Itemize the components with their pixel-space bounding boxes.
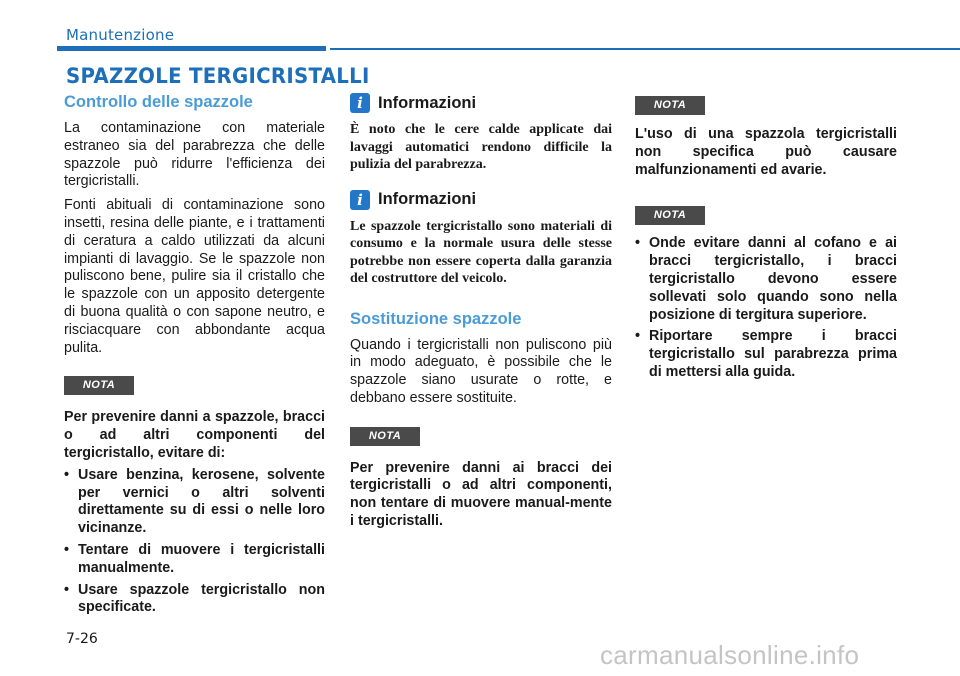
bullet-dot: • — [635, 235, 641, 252]
info-icon: i — [350, 93, 370, 113]
list-item: • Tentare di muovere i tergicristalli manualmente. — [64, 541, 325, 576]
list-item: • Usare spazzole tergicristallo non specificate. — [64, 581, 325, 616]
header-rule — [330, 48, 960, 50]
column-right — [635, 93, 897, 386]
bullet-list — [64, 467, 325, 617]
page-number: 7-26 — [66, 631, 98, 647]
nota-text: Per prevenire danni a spazzole, bracci o ad altri componenti del tergicristallo, evitare di: — [64, 409, 325, 461]
info-icon: i — [350, 190, 370, 210]
nota-badge: NOTA — [635, 96, 705, 115]
nota-badge: NOTA — [635, 206, 705, 225]
watermark: carmanualsonline.info — [600, 640, 860, 670]
info-text: È noto che le cere calde applicate dai lavaggi automatici rendono difficile la pulizia del parabrezza. — [350, 122, 612, 172]
column-middle — [350, 93, 612, 531]
paragraph: Quando i tergicristalli non puliscono più in modo adeguato, è possibile che le spazzole siano usurate o rotte, e debbano essere sostituite. — [350, 336, 612, 406]
nota-text: L'uso di una spazzola tergicristalli non specifica può causare malfunzionamenti ed avarie. — [635, 126, 897, 178]
list-item: • Riportare sempre i bracci tergicristallo sul parabrezza prima di mettersi alla guida. — [635, 328, 897, 380]
heading-controllo: Controllo delle spazzole — [64, 93, 253, 111]
nota-badge: NOTA — [64, 376, 134, 395]
bullet-dot: • — [64, 466, 70, 483]
header-bar — [57, 46, 326, 51]
nota-badge: NOTA — [350, 427, 420, 446]
nota-text: Per prevenire danni ai bracci dei tergicristalli o ad altri componenti, non tentare di muovere manual-mente i tergicristalli. — [350, 459, 612, 530]
info-header — [350, 190, 612, 210]
paragraph: La contaminazione con materiale estraneo sia del parabrezza che delle spazzole può ridurre l'efficienza dei tergicristalli. — [64, 120, 325, 190]
list-item: • Onde evitare danni al cofano e ai bracci tergicristallo, i bracci tergicristallo devono essere sollevati solo quando sono nella posizione di tergitura superiore. — [635, 235, 897, 323]
bullet-list — [635, 235, 897, 381]
info-text: Le spazzole tergicristallo sono materiali di consumo e la normale usura delle stesse potrebbe non essere coperta dalla garanzia del costruttore del veicolo. — [350, 218, 612, 286]
bullet-dot: • — [64, 581, 70, 598]
info-title: Informazioni — [378, 190, 477, 208]
chapter-title: SPAZZOLE TERGICRISTALLI — [66, 64, 370, 88]
paragraph: Fonti abituali di contaminazione sono insetti, resina delle piante, e i trattamenti di ceratura a caldo utilizzati da alcuni impianti di lavaggio. Se le spazzole non puliscono bene, pulire sia il cristallo che le spazzole con un apposito detergente di buona qualità o con sapone neutro, e risciacquare con abbondante acqua pulita. — [64, 197, 325, 356]
section-title: Manutenzione — [66, 26, 175, 44]
info-header — [350, 93, 612, 113]
bullet-dot: • — [635, 328, 641, 345]
bullet-dot: • — [64, 541, 70, 558]
heading-sostituzione: Sostituzione spazzole — [350, 309, 522, 328]
column-left — [64, 93, 325, 621]
list-item: • Usare benzina, kerosene, solvente per vernici o altri solventi direttamente su di essi o nelle loro vicinanze. — [64, 466, 325, 537]
info-title: Informazioni — [378, 93, 477, 112]
